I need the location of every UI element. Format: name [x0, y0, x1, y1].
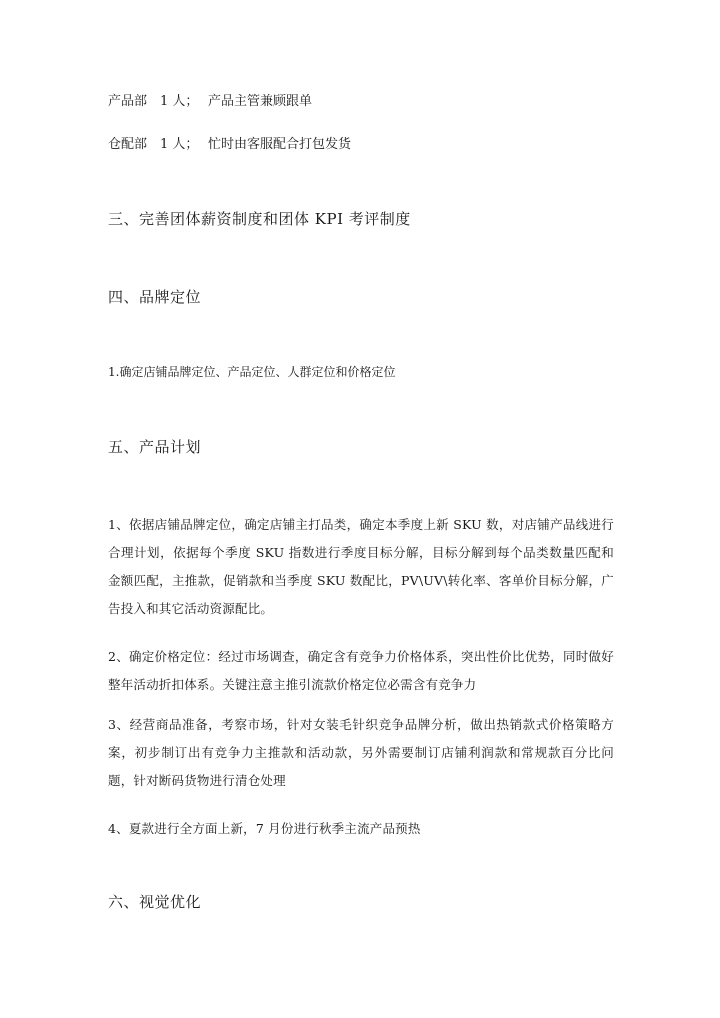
staff-dept: 产品部: [108, 94, 148, 109]
staff-line-warehouse: [108, 137, 351, 153]
staff-duty: 忙时由客服配合打包发货: [208, 137, 352, 152]
staff-count: 1 人；: [160, 137, 199, 152]
section-heading-six: 六、视觉优化: [108, 893, 202, 911]
staff-duty: 产品主管兼顾跟单: [208, 94, 313, 109]
brand-positioning-item: 1.确定店铺品牌定位、产品定位、人群定位和价格定位: [108, 365, 396, 379]
section-heading-four: 四、品牌定位: [108, 288, 202, 306]
section-heading-three: 三、完善团体薪资制度和团体 KPI 考评制度: [108, 210, 411, 228]
product-plan-paragraph-4: 4、夏款进行全方面上新，7 月份进行秋季主流产品预热: [108, 821, 421, 836]
staff-dept: 仓配部: [108, 137, 148, 152]
product-plan-paragraph-3: 3、经营商品准备，考察市场，针对女装毛针织竞争品牌分析，做出热销款式价格策略方案，初步制订出有竞争力主推款和活动款，另外需要制订店铺利润款和常规款百分比问题，针对断码货物进行清仓处理: [108, 717, 614, 788]
section-heading-five: 五、产品计划: [108, 438, 202, 456]
product-plan-paragraph-1: 1、依据店铺品牌定位，确定店铺主打品类，确定本季度上新 SKU 数，对店铺产品线进行合理计划，依据每个季度 SKU 指数进行季度目标分解，目标分解到每个品类数量匹配和金额匹配，主推款，促销款和当季度 SKU 数配比，PV\UV\转化率、客单价目标分解，广告投入和其它活动资源配比。: [108, 517, 614, 616]
product-plan-paragraph-2: 2、确定价格定位：经过市场调查，确定含有竞争力价格体系，突出性价比优势，同时做好整年活动折扣体系。关键注意主推引流款价格定位必需含有竞争力: [108, 649, 614, 692]
staff-count: 1 人；: [160, 94, 199, 109]
staff-line-product: [108, 94, 312, 110]
